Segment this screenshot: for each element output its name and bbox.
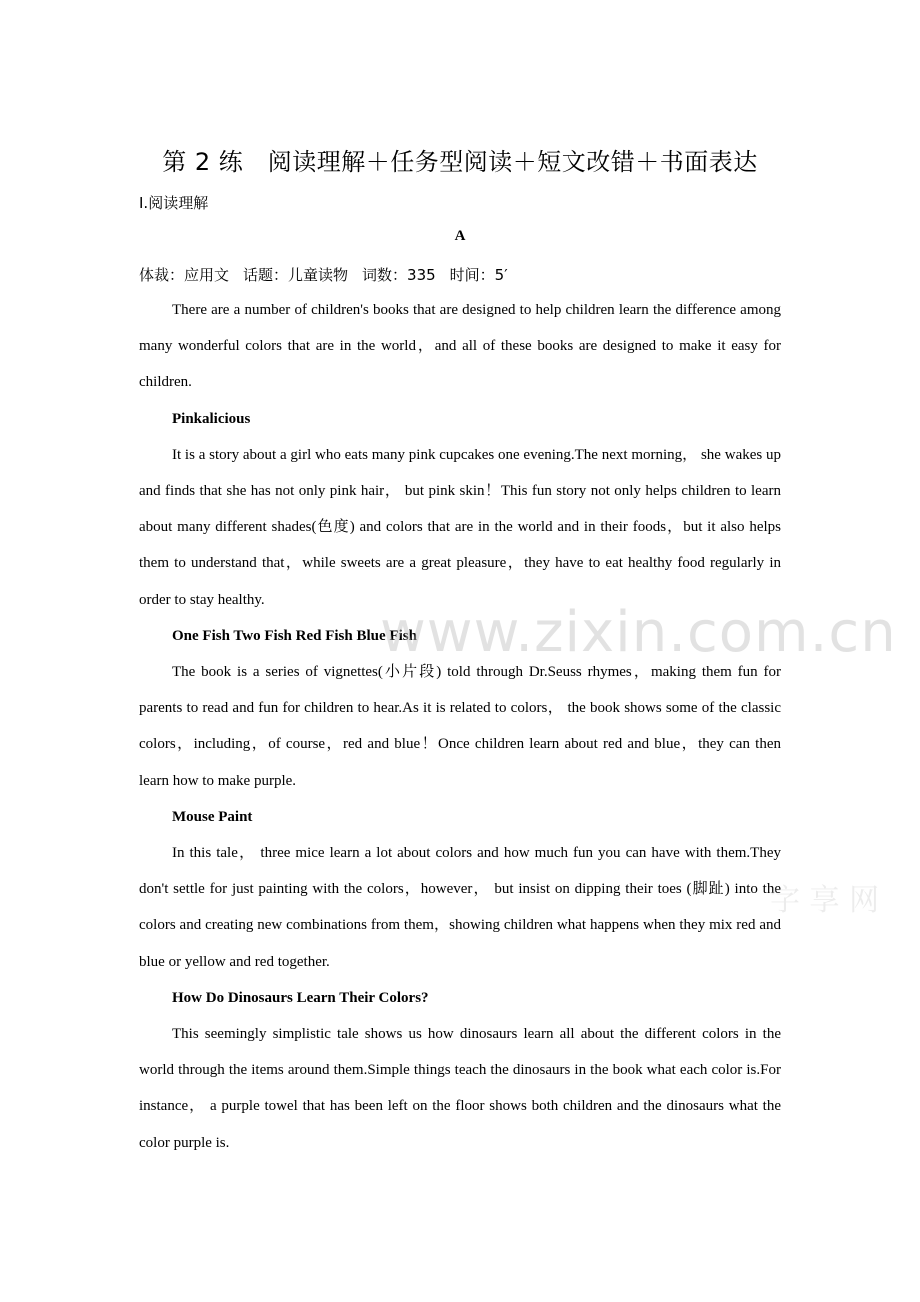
intro-paragraph: There are a number of children's books that are designed to help children learn the difference among many wonderful colors that are in the world，and all of these books are designed to make it easy for children. [139,302,781,391]
book-text-pinkalicious: It is a story about a girl who eats many pink cupcakes one evening.The next morning， she wakes up and finds that she has not only pink hair， but pink skin！This fun story not only helps children to learn about many different shades(色度) and colors that are in the world and in their foods，but it also helps them to understand that，while sweets are a great pleasure，they have to eat healthy food regularly in order to stay healthy. [139,446,781,608]
meta-topic: 话题：儿童读物 [243,266,349,284]
meta-word-count: 词数：335 [362,266,436,284]
passage-letter: A [454,228,466,244]
book-title-pinkalicious: Pinkalicious [172,410,251,427]
book-text-one-fish: The book is a series of vignettes(小片段) told through Dr.Seuss rhymes，making them fun for parents to read and fun for children to hear.As it is related to colors， the book shows some of the classic colors，including，of course，red and blue！Once children learn about red and blue，they can then learn how to make purple. [139,664,781,789]
book-title-mouse-paint: Mouse Paint [172,808,253,825]
passage-meta [139,264,522,285]
book-title-dinosaurs: How Do Dinosaurs Learn Their Colors? [172,989,429,1006]
book-text-dinosaurs: This seemingly simplistic tale shows us how dinosaurs learn all about the different colors in the world through the items around them.Simple things teach the dinosaurs in the book what each color is.For instance， a purple towel that has been left on the floor shows both children and the dinosaurs what the color purple is. [139,1026,781,1151]
watermark-url: www.zixin.com.cn [380,600,897,665]
page-title: 第 2 练 阅读理解＋任务型阅读＋短文改错＋书面表达 [162,148,758,176]
book-text-mouse-paint: In this tale， three mice learn a lot about colors and how much fun you can have with them.They don't settle for just painting with the colors，however， but insist on dipping their toes (脚趾) into the colors and creating new combinations from them，showing children what happens when they mix red and blue or yellow and red together. [139,845,781,970]
passage-body [139,292,781,1161]
watermark-logo-text: 字 享 网 [770,883,880,918]
meta-time: 时间：5′ [449,266,508,284]
book-title-one-fish: One Fish Two Fish Red Fish Blue Fish [172,627,417,644]
meta-genre: 体裁：应用文 [139,266,230,284]
section-heading: Ⅰ.阅读理解 [139,194,209,212]
